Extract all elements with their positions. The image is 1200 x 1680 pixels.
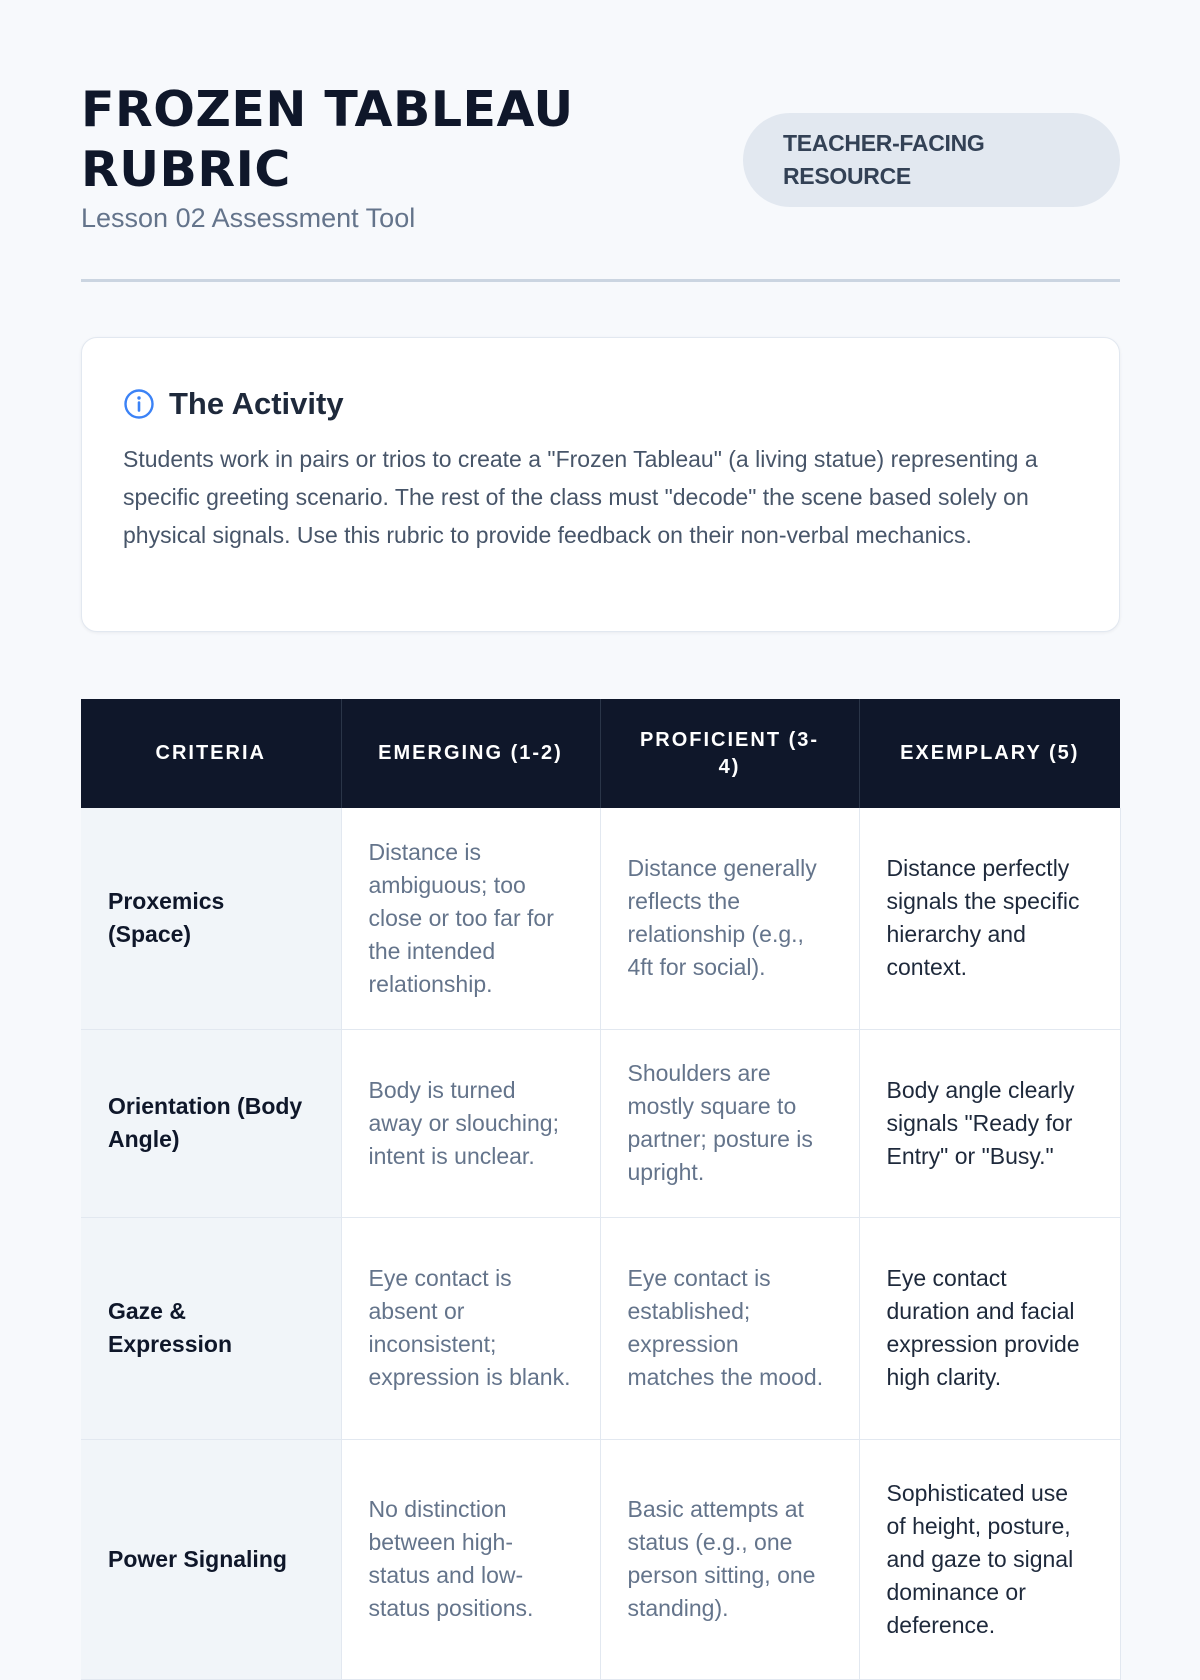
column-header-proficient: PROFICIENT (3-4) — [600, 699, 859, 808]
exemplary-cell: Body angle clearly signals "Ready for Entry" or "Busy." — [859, 1029, 1120, 1217]
resource-badge: TEACHER-FACING RESOURCE — [743, 113, 1120, 207]
exemplary-cell: Distance perfectly signals the specific hierarchy and context. — [859, 808, 1120, 1029]
table-row — [81, 1217, 1120, 1439]
proficient-cell: Basic attempts at status (e.g., one person sitting, one standing). — [600, 1439, 859, 1679]
page-subtitle: Lesson 02 Assessment Tool — [81, 203, 416, 233]
proficient-cell: Shoulders are mostly square to partner; posture is upright. — [600, 1029, 859, 1217]
rubric-page — [81, 0, 1120, 1638]
activity-card-header — [123, 386, 344, 422]
rubric-table — [81, 699, 1121, 1680]
page-title: FROZEN TABLEAU RUBRIC — [81, 81, 574, 198]
info-icon — [123, 388, 155, 420]
activity-description: Students work in pairs or trios to create a "Frozen Tableau" (a living statue) representing a specific greeting scenario. The rest of the class must "decode" the scene based solely on physical signals. Use this rubric to provide feedback on their non-verbal mechanics. — [123, 446, 1038, 548]
table-row — [81, 1029, 1120, 1217]
emerging-cell: Distance is ambiguous; too close or too far for the intended relationship. — [341, 808, 600, 1029]
activity-card — [81, 337, 1120, 632]
proficient-cell: Distance generally reflects the relationship (e.g., 4ft for social). — [600, 808, 859, 1029]
emerging-cell: Eye contact is absent or inconsistent; expression is blank. — [341, 1217, 600, 1439]
header-divider — [81, 279, 1120, 282]
table-row — [81, 1439, 1120, 1679]
table-row — [81, 808, 1120, 1029]
criteria-cell: Power Signaling — [81, 1439, 341, 1679]
page-header — [81, 0, 1120, 282]
emerging-cell: Body is turned away or slouching; intent is unclear. — [341, 1029, 600, 1217]
exemplary-cell: Sophisticated use of height, posture, and gaze to signal dominance or deference. — [859, 1439, 1120, 1679]
criteria-cell: Gaze & Expression — [81, 1217, 341, 1439]
emerging-cell: No distinction between high-status and low-status positions. — [341, 1439, 600, 1679]
activity-title: The Activity — [169, 386, 344, 421]
column-header-exemplary: EXEMPLARY (5) — [859, 699, 1120, 808]
criteria-cell: Orientation (Body Angle) — [81, 1029, 341, 1217]
table-header-row — [81, 699, 1120, 808]
column-header-criteria: CRITERIA — [81, 699, 341, 808]
criteria-cell: Proxemics (Space) — [81, 808, 341, 1029]
proficient-cell: Eye contact is established; expression matches the mood. — [600, 1217, 859, 1439]
column-header-emerging: EMERGING (1-2) — [341, 699, 600, 808]
exemplary-cell: Eye contact duration and facial expression provide high clarity. — [859, 1217, 1120, 1439]
rubric-table-container — [81, 699, 1120, 1680]
